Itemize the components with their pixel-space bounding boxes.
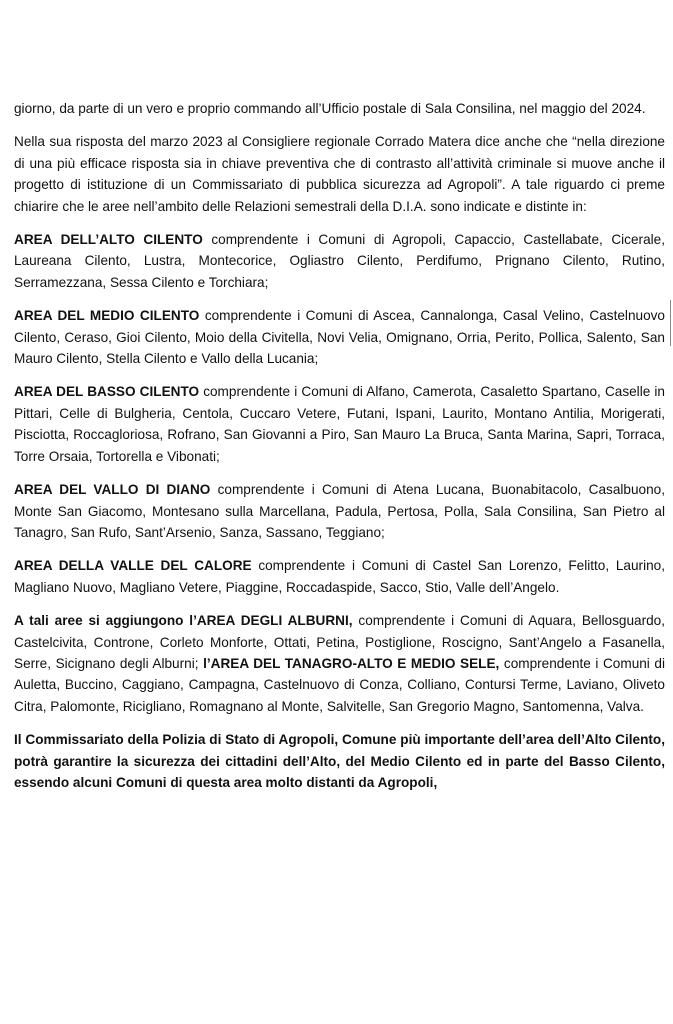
area-valle-del-calore-text: comprendente i Comuni di Castel San Lorenzo, Felitto, Laurino, Magliano Nuovo, Magliano Vetere, Piaggine, Roccadaspide, Sacco, Stio, Valle dell’Angelo. bbox=[14, 558, 665, 595]
paragraph-area-alto-cilento bbox=[14, 229, 665, 293]
area-alburni-intro: A tali aree si aggiungono l’AREA DEGLI ALBURNI, bbox=[14, 613, 353, 629]
area-alburni-text: comprendente i Comuni di Aquara, Bellosguardo, Castelcivita, Controne, Corleto Monforte, Ottati, Petina, Postiglione, Roscigno, Sant’Angelo a Fasanella, Serre, Sicignano degli Alburni; bbox=[14, 613, 665, 671]
area-tanagro-text: comprendente i Comuni di Auletta, Buccino, Caggiano, Campagna, Castelnuovo di Conza, Colliano, Contursi Terme, Laviano, Oliveto Citra, Palomonte, Ricigliano, Romagnano al Monte, Salvitelle, San Gregorio Magno, Santomenna, Valva. bbox=[14, 655, 665, 714]
area-medio-cilento-text: comprendente i Comuni di Ascea, Cannalonga, Casal Velino, Castelnuovo Cilento, Ceraso, Gioi Cilento, Moio della Civitella, Novi Velia, Omignano, Orria, Perito, Pollica, Salento, San Mauro Cilento, Stella Cilento e Vallo della Lucania; bbox=[14, 308, 665, 367]
paragraph-risposta-matera: Nella sua risposta del marzo 2023 al Consigliere regionale Corrado Matera dice anche che “nella direzione di una più efficace risposta sia in chiave preventiva che di contrasto all’attività criminale si muove anche il progetto di istituzione di un Commissariato di pubblica sicurezza ad Agropoli”. A tale riguardo ci preme chiarire che le aree nell’ambito delle Relazioni semestrali della D.I.A. sono indicate e distinte in: bbox=[14, 134, 665, 214]
area-tanagro-title: l’AREA DEL TANAGRO-ALTO E MEDIO SELE, bbox=[203, 655, 500, 671]
area-valle-del-calore-title: AREA DELLA VALLE DEL CALORE bbox=[14, 558, 252, 574]
document-page bbox=[14, 98, 665, 805]
paragraph-area-basso-cilento bbox=[14, 381, 665, 467]
area-medio-cilento-title: AREA DEL MEDIO CILENTO bbox=[14, 308, 200, 324]
area-alto-cilento-text: comprendente i Comuni di Agropoli, Capaccio, Castellabate, Cicerale, Laureana Cilento, Lustra, Montecorice, Ogliastro Cilento, Perdifumo, Prignano Cilento, Rutino, Serramezzana, Sessa Cilento e Torchiara; bbox=[14, 232, 665, 290]
paragraph-area-medio-cilento bbox=[14, 305, 665, 369]
area-basso-cilento-text: comprendente i Comuni di Alfano, Camerota, Casaletto Spartano, Caselle in Pittari, Celle di Bulgheria, Centola, Cuccaro Vetere, Futani, Ispani, Laurito, Montano Antilia, Morigerati, Pisciotta, Roccagloriosa, Rofrano, San Giovanni a Piro, San Mauro La Bruca, Santa Marina, Sapri, Torraca, Torre Orsaia, Tortorella e Vibonati; bbox=[14, 384, 665, 464]
paragraph-continuation: giorno, da parte di un vero e proprio commando all’Ufficio postale di Sala Consilina, nel maggio del 2024. bbox=[14, 101, 646, 116]
area-basso-cilento-title: AREA DEL BASSO CILENTO bbox=[14, 384, 200, 400]
area-vallo-di-diano-text: comprendente i Comuni di Atena Lucana, Buonabitacolo, Casalbuono, Monte San Giacomo, Montesano sulla Marcellana, Padula, Pertosa, Polla, Sala Consilina, San Pietro al Tanagro, San Rufo, Sant’Arsenio, Sanza, Sassano, Teggiano; bbox=[14, 482, 666, 540]
paragraph-area-valle-del-calore bbox=[14, 555, 665, 598]
area-alto-cilento-title: AREA DELL’ALTO CILENTO bbox=[14, 232, 203, 248]
paragraph-area-vallo-di-diano bbox=[14, 479, 665, 543]
paragraph-area-alburni-tanagro bbox=[14, 610, 665, 717]
area-vallo-di-diano-title: AREA DEL VALLO DI DIANO bbox=[14, 482, 211, 498]
paragraph-commissariato-agropoli: Il Commissariato della Polizia di Stato di Agropoli, Comune più importante dell’area dell’Alto Cilento, potrà garantire la sicurezza dei cittadini dell’Alto, del Medio Cilento ed in parte del Basso Cilento, essendo alcuni Comuni di questa area molto distanti da Agropoli, bbox=[14, 732, 665, 790]
margin-rule bbox=[670, 300, 671, 346]
